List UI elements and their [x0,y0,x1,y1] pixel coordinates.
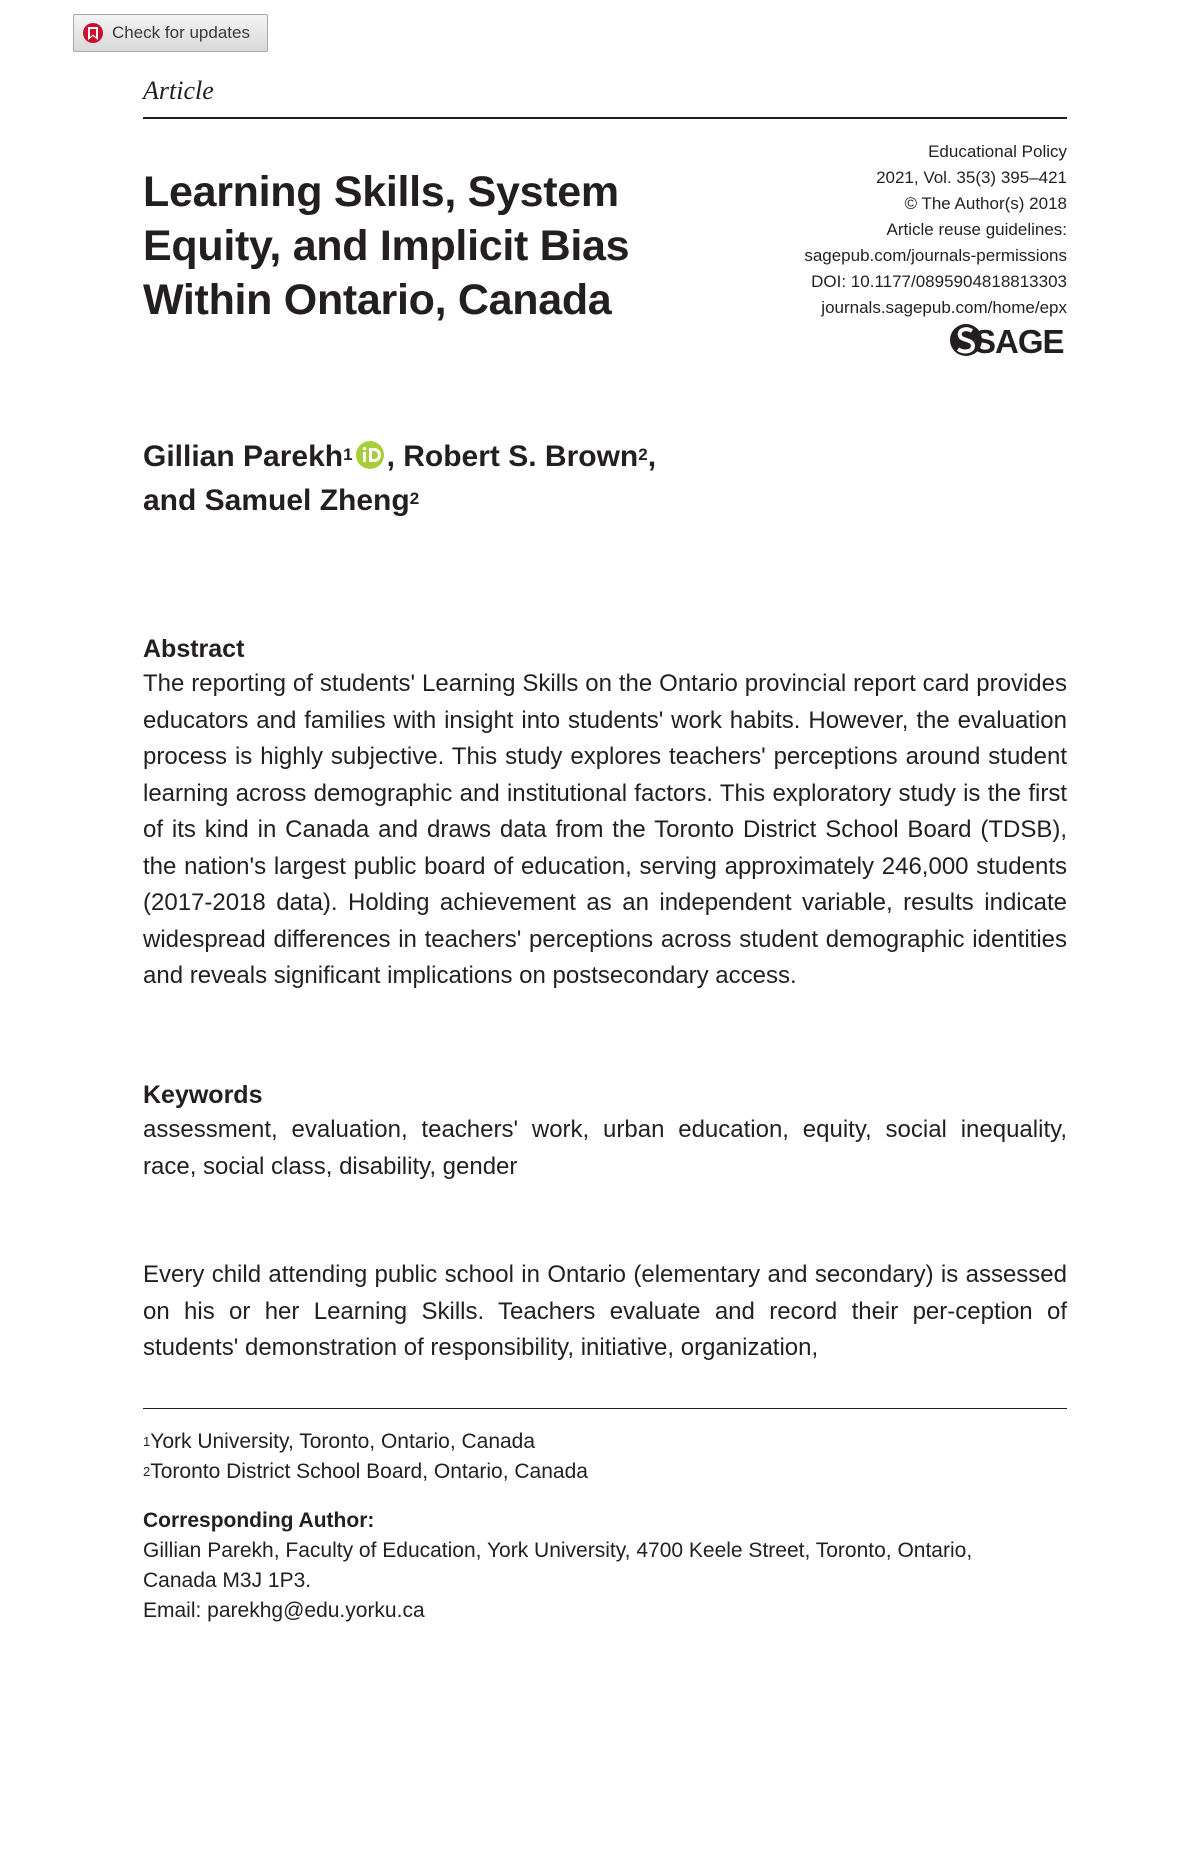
title-line: Learning Skills, System [143,168,619,216]
affiliation-1 [143,1427,588,1457]
affiliation-text: York University, Toronto, Ontario, Canada [150,1430,536,1453]
abstract-section [143,632,1067,995]
sage-logo [949,322,1067,358]
doi-link[interactable]: DOI: 10.1177/0895904818813303 [811,272,1067,291]
author-name[interactable]: Gillian Parekh [143,440,344,473]
affiliation-marker: 2 [143,1464,151,1479]
abstract-heading: Abstract [143,635,245,663]
corresponding-author-address-cont: Canada M3J 1P3. [143,1569,312,1592]
author-name[interactable]: , Robert S. Brown [386,440,639,473]
author-list [143,435,656,523]
permissions-link[interactable]: sagepub.com/journals-permissions [804,246,1067,265]
orcid-icon[interactable] [355,440,385,470]
affiliation-2 [143,1457,588,1487]
article-title [143,165,743,327]
journal-name: Educational Policy [928,142,1067,161]
journal-metadata [804,139,1067,321]
corresponding-author-address: Gillian Parekh, Faculty of Education, York University, 4700 Keele Street, Toronto, Ontario, [143,1539,973,1562]
reuse-guidelines: Article reuse guidelines: [886,220,1067,239]
affiliation-marker: 2 [638,445,648,464]
journal-homepage-link[interactable]: journals.sagepub.com/home/epx [821,298,1067,317]
title-line: Within Ontario, Canada [143,276,612,324]
affiliation-text: Toronto District School Board, Ontario, Canada [150,1460,588,1483]
affiliation-marker: 2 [409,489,420,508]
affiliation-marker: 1 [343,445,353,464]
corresponding-author [143,1506,1067,1626]
affiliations [143,1427,588,1487]
abstract-text: The reporting of students' Learning Skills on the Ontario provincial report card provides educators and families with insight into students' work habits. However, the evaluation process is highly subjective. This study explores teachers' perceptions around student learning across demographic and institutional factors. This exploratory study is the first of its kind in Canada and draws data from the Toronto District School Board (TDSB), the nation's largest public board of education, serving approximately 246,000 students (2017-2018 data). Holding achievement as an independent variable, results indicate widespread differences in teachers' perceptions across student demographic identities and reveals significant implications on postsecondary access. [143,670,1067,989]
author-name[interactable]: and Samuel Zheng [143,484,410,517]
check-for-updates-label: Check for updates [112,23,250,42]
corresponding-author-email[interactable]: Email: parekhg@edu.yorku.ca [143,1599,425,1622]
sage-logo-text: SAGE [974,323,1064,358]
body-paragraph: Every child attending public school in Ontario (elementary and secondary) is assessed on his or her Learning Skills. Teachers evaluate and record their per-ception of students' demonstration of responsibility, initiative, organization, [143,1261,1067,1361]
keywords-text: assessment, evaluation, teachers' work, urban education, equity, social inequality, race, social class, disability, gender [143,1116,1067,1180]
affiliation-marker: 1 [143,1434,151,1449]
author-separator: , [647,440,657,473]
title-line: Equity, and Implicit Bias [143,222,630,270]
header-rule [143,117,1067,119]
copyright-line: © The Author(s) 2018 [904,194,1067,213]
keywords-section [143,1078,1067,1185]
check-for-updates-button[interactable] [73,14,268,52]
footnote-rule [143,1408,1067,1409]
article-type-label: Article [143,76,214,105]
keywords-heading: Keywords [143,1081,263,1109]
crossmark-icon [82,22,104,44]
journal-volume: 2021, Vol. 35(3) 395–421 [876,168,1067,187]
corresponding-author-heading: Corresponding Author: [143,1509,375,1532]
